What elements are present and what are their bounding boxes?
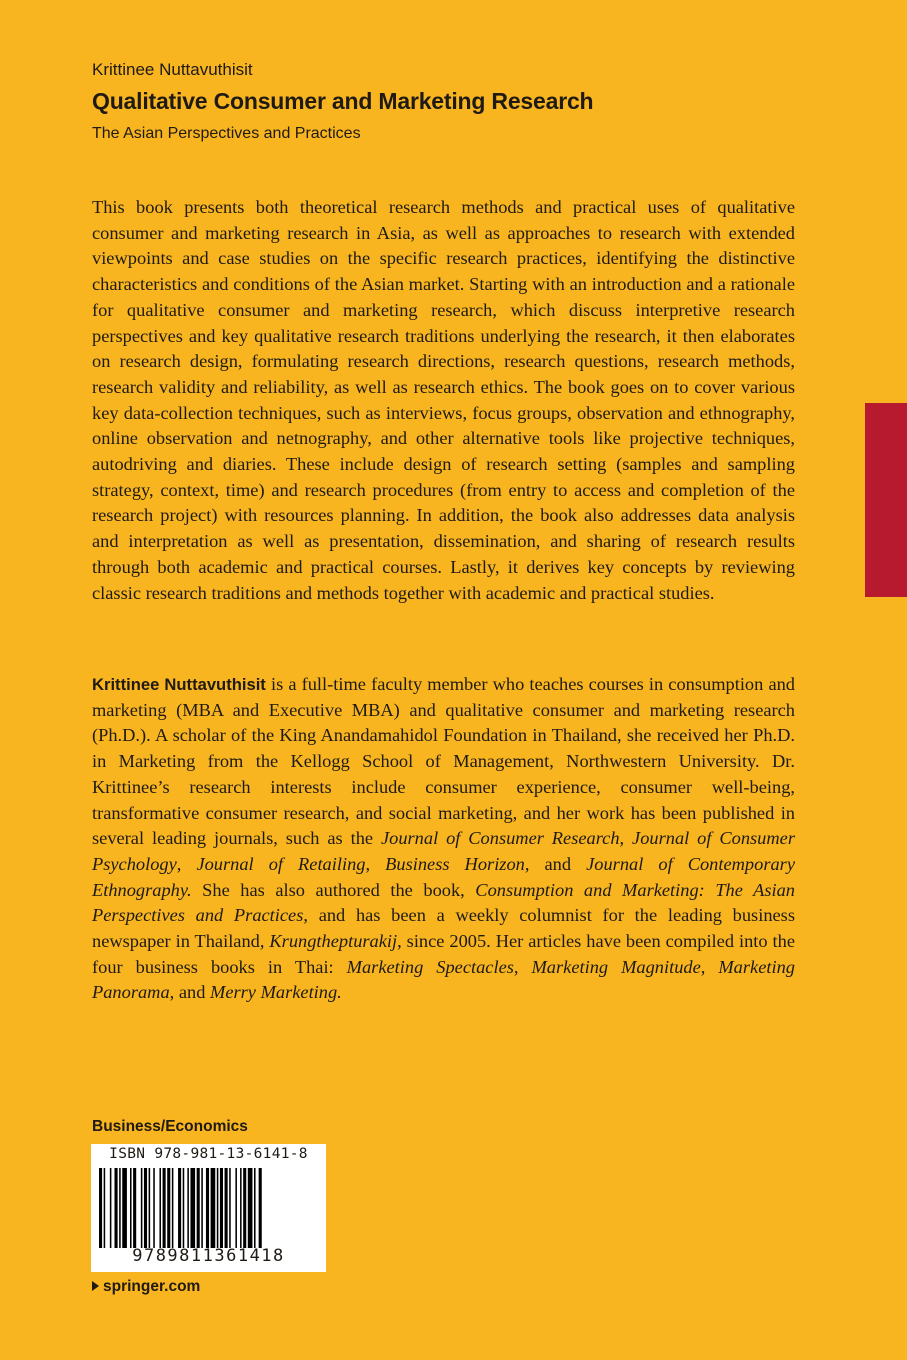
journal-title: Journal of Contemporary Ethnography. (92, 853, 795, 900)
bio-text: , and has been a weekly columnist for the leading business newspaper in Thailand, (92, 905, 795, 952)
bio-text: She has also authored the book, (191, 879, 476, 900)
ean-digits: 9789811361418 (132, 1246, 285, 1266)
barcode-label (91, 1144, 326, 1272)
journal-title: Journal of Consumer Research (380, 828, 620, 849)
book-title: Qualitative Consumer and Marketing Research (92, 88, 594, 114)
thai-book-title: Merry Marketing. (210, 982, 342, 1003)
thai-book-title: Marketing Magnitude (531, 956, 701, 977)
author-bio (92, 672, 795, 1006)
barcode-icon (99, 1168, 318, 1248)
bio-author-name: Krittinee Nuttavuthisit (92, 675, 266, 694)
separator: , (176, 853, 197, 874)
triangle-right-icon (92, 1281, 99, 1291)
separator: , (513, 956, 532, 977)
author-name: Krittinee Nuttavuthisit (92, 60, 253, 79)
bio-text: , since 2005. Her articles have been compiled into the four business books in Thai: (92, 931, 795, 977)
publisher-site: springer.com (103, 1278, 201, 1295)
separator: , (619, 828, 633, 849)
newspaper-name: Krungthepturakij (269, 931, 398, 952)
journal-title: Journal of Consumer Psychology (92, 828, 795, 874)
separator: , (365, 853, 386, 874)
book-subtitle: The Asian Perspectives and Practices (92, 125, 361, 142)
book-reference: Consumption and Marketing: The Asian Perspectives and Practices (92, 879, 795, 926)
publisher-link[interactable] (92, 1278, 200, 1296)
bio-text: is a full-time faculty member who teaches courses in consumption and marketing (MBA and Executive MBA) and qualitative consumer and marketing research (Ph.D.). A scholar of the King Anandamahidol Foundation in Thailand, she received her Ph.D. in Marketing from the Kellogg School of Management, Northwestern University. Dr. Krittinee’s research interests include consumer experience, consumer well-being, transformative consumer research, and social marketing, and her work has been published in several leading journals, such as the (92, 674, 795, 849)
journal-title: Journal of Retailing (196, 853, 366, 874)
separator: , (700, 956, 719, 977)
journal-title: Business Horizon (385, 853, 525, 874)
color-tab (865, 403, 907, 597)
thai-book-title: Marketing Panorama (92, 956, 795, 1003)
thai-book-title: Marketing Spectacles (346, 956, 514, 977)
separator: , and (169, 982, 211, 1003)
isbn-number: ISBN 978-981-13-6141-8 (109, 1146, 308, 1162)
category-label: Business/Economics (92, 1118, 248, 1135)
book-description: This book presents both theoretical research methods and practical uses of qualitative consumer and marketing research in Asia, as well as approaches to research with extended viewpoints and case studies on the specific research practices, identifying the distinctive characteristics and conditions of the Asian market. Starting with an introduction and a rationale for qualitative consumer and marketing research, which discuss interpretive research perspectives and key qualitative research traditions underlying the research, it then elaborates on research design, formulating research directions, research questions, research methods, research validity and reliability, as well as research ethics. The book goes on to cover various key data-collection techniques, such as interviews, focus groups, observation and ethnography, online observation and netnography, and other alternative tools like projective techniques, autodriving and diaries. These include design of research setting (samples and sampling strategy, context, time) and research procedures (from entry to access and completion of the research project) with resources planning. In addition, the book also addresses data analysis and interpretation as well as presentation, dissemination, and sharing of research results through both academic and practical courses. Lastly, it derives key concepts by reviewing classic research traditions and methods together with academic and practical studies. (92, 197, 795, 603)
separator: , and (524, 853, 587, 874)
